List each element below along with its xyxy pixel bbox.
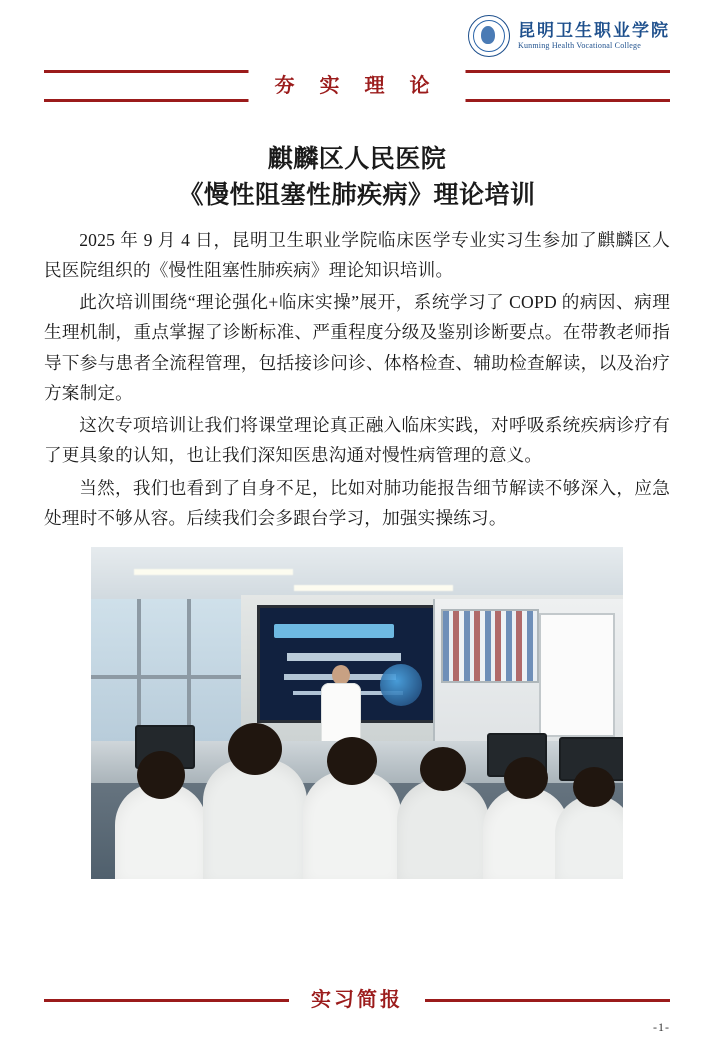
college-logo: [468, 15, 670, 57]
photo-student-head: [228, 723, 282, 775]
photo-student: [397, 779, 489, 879]
college-name-cn: 昆明卫生职业学院: [518, 20, 670, 40]
college-name-en: Kunming Health Vocational College: [518, 40, 641, 50]
photo-instructor-head: [332, 665, 350, 685]
article-body: [44, 225, 670, 534]
paragraph-2: 此次培训围绕“理论强化+临床实操”展开，系统学习了 COPD 的病因、病理生理机制，重点掌握了诊断标准、严重程度分级及鉴别诊断要点。在带教老师指导下参与患者全流程管理，包括接诊问诊、体格检查、辅助检查解读，以及治疗方案制定。: [44, 292, 670, 403]
photo-student-head: [504, 757, 548, 799]
page-number: -1-: [653, 1020, 670, 1034]
photo-student: [303, 771, 401, 879]
paragraph-1: 2025 年 9 月 4 日，昆明卫生职业学院临床医学专业实习生参加了麒麟区人民医院组织的《慢性阻塞性肺疾病》理论知识培训。: [44, 229, 670, 280]
photo-foreground-students: [91, 729, 623, 879]
header-logo-row: [44, 0, 670, 62]
photo-student-head: [573, 767, 615, 807]
photo-student: [115, 783, 207, 879]
college-seal-icon: [468, 15, 510, 57]
photo-student-head: [420, 747, 466, 791]
training-photo: [91, 547, 623, 879]
page-title-line-1: 麒麟区人民医院: [267, 146, 447, 173]
page-title: [44, 142, 670, 215]
page-title-line-2: 《慢性阻塞性肺疾病》理论培训: [178, 182, 536, 210]
paragraph-3: 这次专项培训让我们将课堂理论真正融入临床实践，对呼吸系统疾病诊疗有了更具象的认知，也让我们深知医患沟通对慢性病管理的意义。: [44, 415, 670, 466]
photo-student-head: [137, 751, 185, 799]
footer-banner: [44, 983, 670, 1017]
photo-student: [203, 759, 307, 879]
section-banner: [44, 66, 670, 106]
footer-title: 实习简报: [289, 983, 425, 1017]
college-logo-text: [518, 22, 670, 50]
paragraph-4: 当然，我们也看到了自身不足，比如对肺功能报告细节解读不够深入，应急处理时不够从容。后续我们会多跟台学习，加强实操练习。: [44, 477, 670, 528]
photo-student: [555, 795, 623, 879]
photo-student-head: [327, 737, 377, 785]
photo-scene: [91, 547, 623, 879]
banner-title: 夯 实 理 论: [249, 66, 466, 106]
